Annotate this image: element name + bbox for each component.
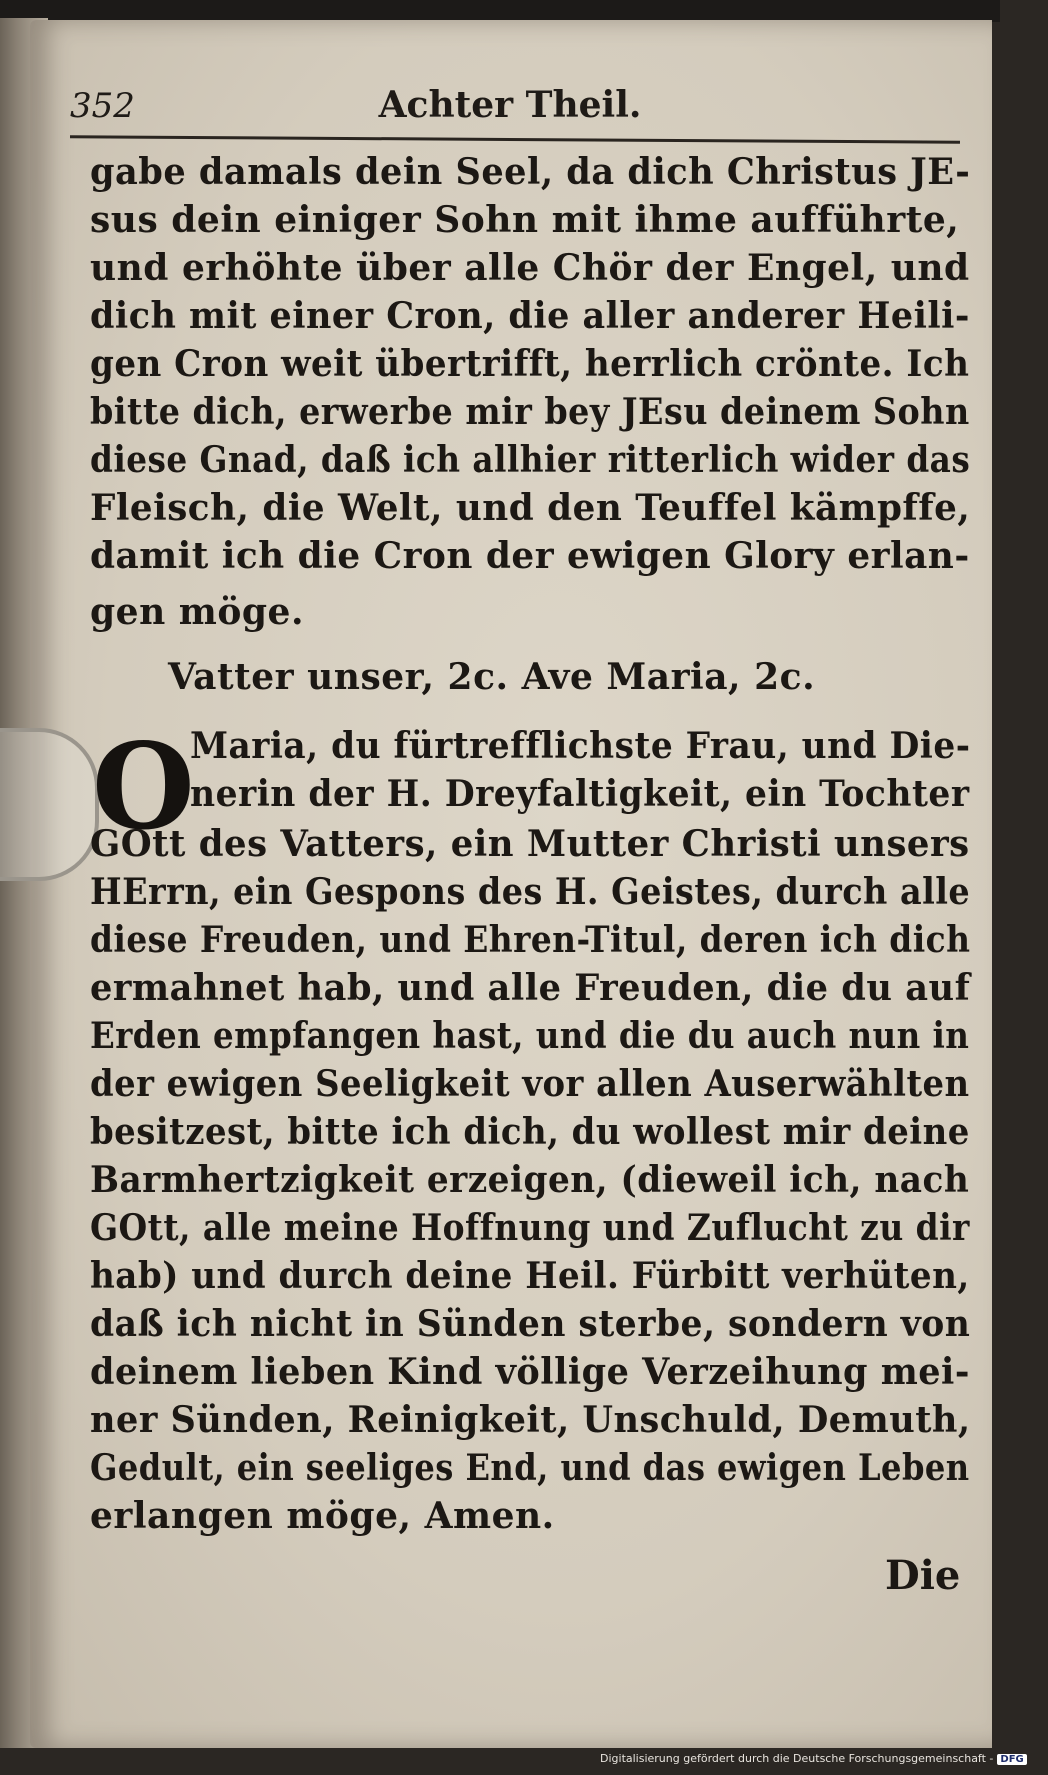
page-header xyxy=(70,82,950,132)
text-line: diese Freuden, und Ehren-Titul, deren ich dich xyxy=(90,919,971,961)
text-line: und erhöhte über alle Chör der Engel, und xyxy=(90,247,970,289)
page-number: 352 xyxy=(70,86,135,126)
text-line: ner Sünden, Reinigkeit, Unschuld, Demuth, xyxy=(90,1399,971,1441)
text-line: hab) und durch deine Heil. Fürbitt verhüten, xyxy=(90,1255,970,1297)
text-line: ermahnet hab, und alle Freuden, die du auf xyxy=(90,967,971,1009)
drop-cap: O xyxy=(92,717,195,856)
text-line: dich mit einer Cron, die aller anderer Heili- xyxy=(90,295,970,337)
text-line: Barmhertzigkeit erzeigen, (dieweil ich, nach xyxy=(90,1159,970,1201)
text-line: bitte dich, erwerbe mir bey JEsu deinem Sohn xyxy=(90,391,970,433)
text-line: der ewigen Seeligkeit vor allen Auserwählten xyxy=(90,1063,970,1105)
text-line: daß ich nicht in Sünden sterbe, sondern von xyxy=(90,1303,971,1345)
running-title: Achter Theil. xyxy=(378,84,642,126)
text-line: Fleisch, die Welt, und den Teuffel kämpffe, xyxy=(90,487,971,529)
text-line: gen möge. xyxy=(90,591,304,633)
text-line: Erden empfangen hast, und die du auch nun in xyxy=(90,1015,970,1057)
text-line: deinem lieben Kind völlige Verzeihung mei- xyxy=(90,1351,970,1393)
text-line: sus dein einiger Sohn mit ihme aufführte, xyxy=(90,199,960,241)
text-line: diese Gnad, daß ich allhier ritterlich wider das xyxy=(90,439,971,481)
top-scan-border xyxy=(0,0,1000,22)
credit-text: Digitalisierung gefördert durch die Deutsche Forschungsgemeinschaft - xyxy=(600,1752,994,1765)
dfg-logo: DFG xyxy=(997,1754,1026,1765)
catchword: Die xyxy=(885,1552,961,1599)
text-line: Maria, du fürtrefflichste Frau, und Die- xyxy=(190,725,971,767)
text-line: damit ich die Cron der ewigen Glory erlan- xyxy=(90,535,970,577)
page-clip xyxy=(0,728,99,881)
text-line: GOtt, alle meine Hoffnung und Zuflucht zu dir xyxy=(90,1207,970,1249)
digitization-credit xyxy=(600,1752,1024,1772)
text-line: gabe damals dein Seel, da dich Christus JE- xyxy=(90,151,971,193)
text-line: besitzest, bitte ich dich, du wollest mir deine xyxy=(90,1111,970,1153)
text-line: HErrn, ein Gespons des H. Geistes, durch alle xyxy=(90,871,971,913)
text-line: GOtt des Vatters, ein Mutter Christi unsers xyxy=(90,823,970,865)
text-line: nerin der H. Dreyfaltigkeit, ein Tochter xyxy=(190,773,970,815)
prayer-line: Vatter unser, 2c. Ave Maria, 2c. xyxy=(168,656,816,698)
text-line: Gedult, ein seeliges End, und das ewigen Leben xyxy=(90,1447,970,1489)
text-line: erlangen möge, Amen. xyxy=(90,1495,555,1537)
text-line: gen Cron weit übertrifft, herrlich crönte. Ich xyxy=(90,343,970,385)
